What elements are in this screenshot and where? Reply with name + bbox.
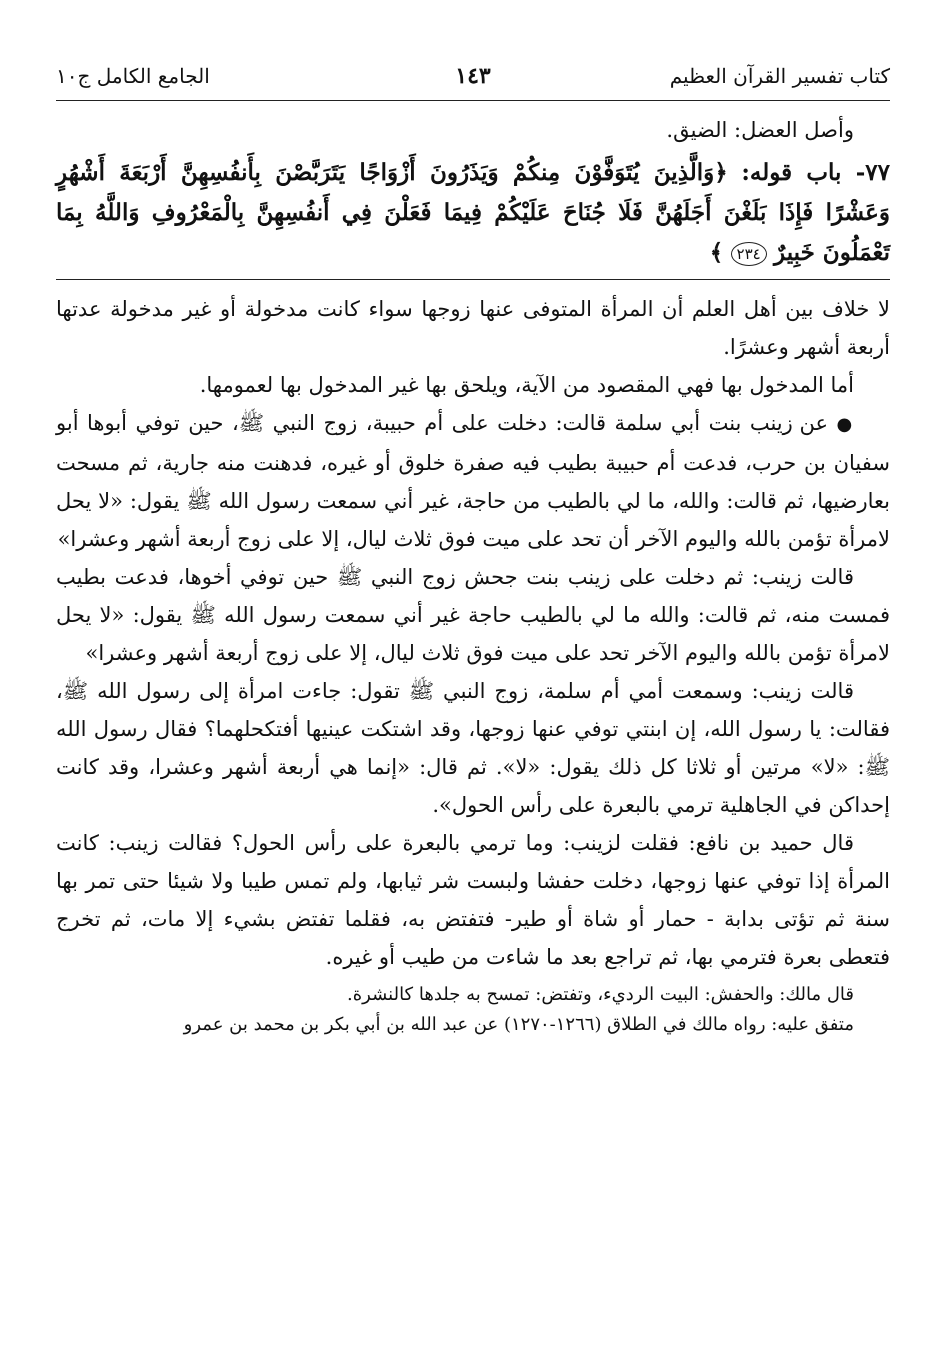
header-divider — [56, 100, 890, 101]
book-title: كتاب تفسير القرآن العظيم — [669, 64, 890, 88]
intro-note: وأصل العضل: الضيق. — [666, 118, 854, 142]
chapter-label: ٧٧- باب قوله: — [741, 159, 891, 186]
section-divider — [56, 279, 890, 280]
paragraph-umm-salama: قالت زينب: وسمعت أمي أم سلمة، زوج النبي ﷺ تقول: جاءت امرأة إلى رسول الله ﷺ، فقالت: يا رسول الله، إن ابنتي توفي عنها زوجها، وقد اشتكت عينيها أفتكحلهما؟ فقال رسول الله ﷺ: «لا» مرتين أو ثلاثا كل ذلك يقول: «لا». ثم قال: «إنما هي أربعة أشهر وعشرا، وقد كانت إحداكن في الجاهلية ترمي بالبعرة على رأس الحول». — [56, 679, 890, 817]
paragraph-zaynab-jahsh: قالت زينب: ثم دخلت على زينب بنت جحش زوج النبي ﷺ حين توفي أخوها، فدعت بطيب فمست منه، ثم قالت: والله ما لي بالطيب حاجة غير أني سمعت رسول الله ﷺ يقول: «لا يحل لامرأة تؤمن بالله واليوم الآخر تحد على ميت فوق ثلاث ليال، إلا على زوج أربعة أشهر وعشرا» — [56, 565, 890, 665]
page-header — [56, 56, 890, 96]
verse-number-badge: ٢٣٤ — [731, 242, 767, 266]
book-page — [56, 56, 890, 1346]
quran-verse: ﴿وَالَّذِينَ يُتَوَفَّوْنَ مِنكُمْ وَيَذَرُونَ أَزْوَاجًا يَتَرَبَّصْنَ بِأَنفُسِهِنَّ أَرْبَعَةَ أَشْهُرٍ وَعَشْرًا فَإِذَا بَلَغْنَ أَجَلَهُنَّ فَلَا جُنَاحَ عَلَيْكُمْ فِيمَا فَعَلْنَ فِي أَنفُسِهِنَّ بِالْمَعْرُوفِ وَاللَّهُ بِمَا تَعْمَلُونَ خَبِيرٌ — [56, 159, 890, 266]
hadith-zaynab-text: عن زينب بنت أبي سلمة قالت: دخلت على أم حبيبة، زوج النبي ﷺ، حين توفي أبوها أبو سفيان بن حرب، فدعت أم حبيبة بطيب فيه صفرة خلوق أو غيره، فدهنت منه جارية، ثم مسحت بعارضيها، ثم قالت: والله، ما لي بالطيب من حاجة، غير أني سمعت رسول الله ﷺ يقول: «لا يحل لامرأة تؤمن بالله واليوم الآخر أن تحد على ميت فوق ثلاث ليال، إلا على زوج أربعة أشهر وعشرا» — [56, 411, 890, 551]
note-takhrij: متفق عليه: رواه مالك في الطلاق (١٢٦٦-١٢٧٠) عن عبد الله بن أبي بكر بن محمد بن عمرو — [183, 1014, 854, 1035]
paragraph-consensus: لا خلاف بين أهل العلم أن المرأة المتوفى عنها زوجها سواء كانت مدخولة أو غير مدخولة عدتها أربعة أشهر وعشرًا. — [56, 297, 890, 359]
paragraph-application: أما المدخول بها فهي المقصود من الآية، ويلحق بها غير المدخول بها لعمومها. — [199, 373, 854, 397]
bullet-icon: ● — [836, 414, 854, 435]
page-number: ١٤٣ — [455, 63, 491, 89]
series-title: الجامع الكامل ج١٠ — [56, 64, 210, 88]
note-malik: قال مالك: والحفش: البيت الرديء، وتفتض: تمسح به جلدها كالنشرة. — [347, 984, 854, 1005]
hadith-zaynab — [56, 404, 890, 558]
chapter-heading — [56, 153, 890, 273]
paragraph-humayd: قال حميد بن نافع: فقلت لزينب: وما ترمي بالبعرة على رأس الحول؟ فقالت زينب: كانت المرأة إذا توفي عنها زوجها، دخلت حفشا ولبست شر ثيابها، ولم تمس طيبا ولا شيئا حتى تمر بها سنة ثم تؤتى بدابة - حمار أو شاة أو طير- فتفتض به، فقلما تفتض بشيء إلا مات، ثم تخرج فتعطى بعرة فترمي بها، ثم تراجع بعد ما شاءت من طيب أو غيره. — [56, 831, 890, 969]
verse-close-bracket: ﴾ — [709, 239, 724, 266]
